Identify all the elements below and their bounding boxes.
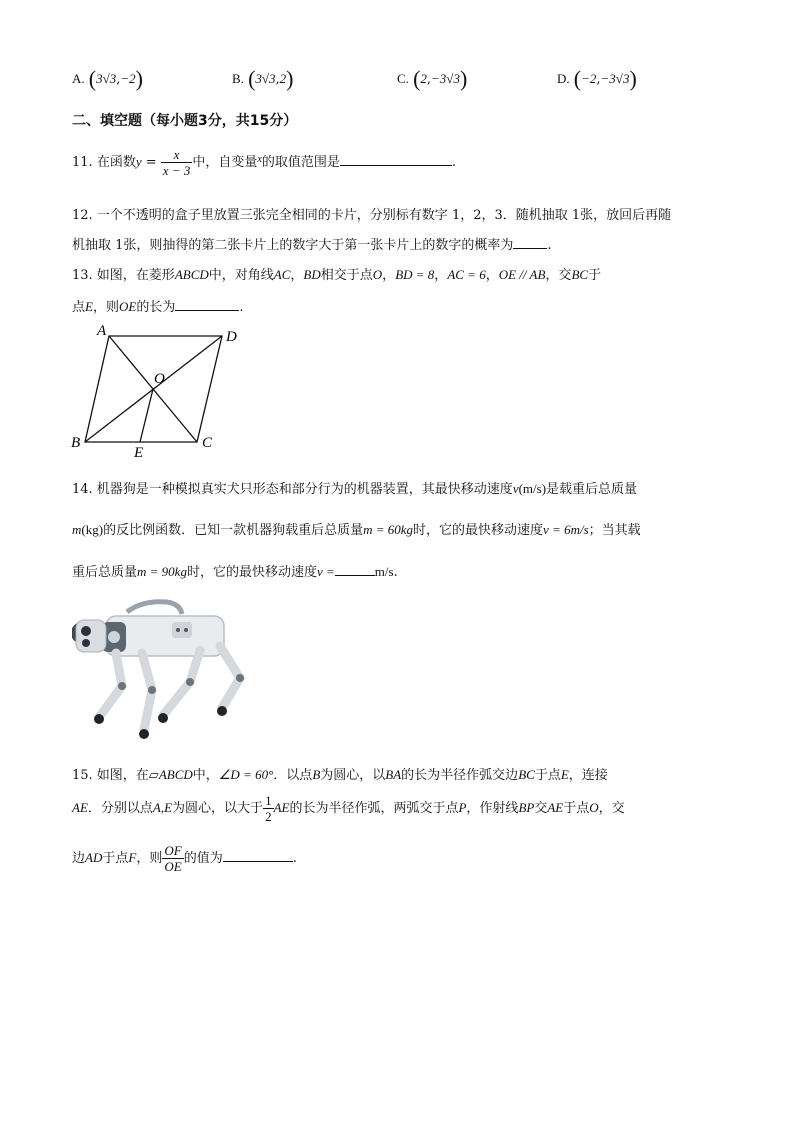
option-label: C.	[397, 71, 409, 86]
question-13-line1: 13. 如图，在菱形ABCD中，对角线AC，BD相交于点O，BD = 8，AC = 6，OE // AB，交BC于	[72, 267, 602, 283]
answer-blank[interactable]	[340, 153, 452, 166]
label-e: E	[134, 445, 144, 461]
question-15-line2: AE．分别以点A,E为圆心，以大于 $\frac{1}{2}$ AE的长为半径作弧，两弧交于点P，作射线BP交AE于点O，交	[72, 793, 625, 824]
answer-blank[interactable]	[223, 849, 293, 862]
question-15-line1: 15. 如图，在▱ABCD中，∠D = 60°．以点B为圆心，以BA的长为半径作弧交边BC于点E，连接	[72, 767, 608, 783]
label-c: C	[202, 435, 213, 451]
fraction: $\frac{x}{x - 3}$	[162, 147, 191, 178]
option-b: B. (3√3,2)	[232, 66, 294, 91]
option-label: D.	[557, 71, 570, 86]
robot-dog-image	[72, 598, 257, 750]
fraction-half: $\frac{1}{2}$	[265, 793, 272, 824]
label-a: A	[97, 323, 107, 339]
question-13-line2: 点E，则OE的长为 .	[72, 299, 244, 315]
label-d: D	[226, 329, 237, 345]
question-12-line2: 机抽取 1张，则抽得的第二张卡片上的数字大于第一张卡片上的数字的概率为 .	[72, 238, 552, 253]
question-14-line1: 14. 机器狗是一种模拟真实犬只形态和部分行为的机器装置，其最快移动速度v(m/s)是载重后总质量	[72, 481, 638, 497]
question-12-line1: 12. 一个不透明的盒子里放置三张完全相同的卡片，分别标有数字 1，2，3．随机抽取 1张，放回后再随	[72, 208, 672, 223]
option-d: D. (−2,−3√3)	[557, 66, 637, 91]
question-14-line3: 重后总质量m = 90kg时，它的最快移动速度v = m/s.	[72, 564, 398, 580]
answer-blank[interactable]	[175, 298, 239, 311]
rhombus-figure	[60, 320, 260, 465]
option-label: A.	[72, 71, 85, 86]
answer-blank[interactable]	[335, 563, 375, 576]
answer-blank[interactable]	[513, 236, 547, 249]
option-label: B.	[232, 71, 244, 86]
section-title: 二、填空题（每小题3分，共15分）	[72, 113, 298, 129]
option-a: A. (3√3,−2)	[72, 66, 143, 91]
question-11: 11. 在函数y = $\frac{x}{x - 3}$ 中，自变量$^x$的取值范围是 .	[72, 147, 456, 178]
question-14-line2: m(kg)的反比例函数．已知一款机器狗载重后总质量m = 60kg时，它的最快移动速度v = 6m/s；当其载	[72, 522, 641, 538]
fraction-of-oe: $\frac{OF}{OE}$	[164, 843, 182, 874]
label-b: B	[71, 435, 81, 451]
question-15-line3: 边AD于点F，则 $\frac{OF}{OE}$ 的值为 .	[72, 843, 297, 874]
label-o: O	[154, 371, 165, 387]
option-c: C. (2,−3√3)	[397, 66, 468, 91]
